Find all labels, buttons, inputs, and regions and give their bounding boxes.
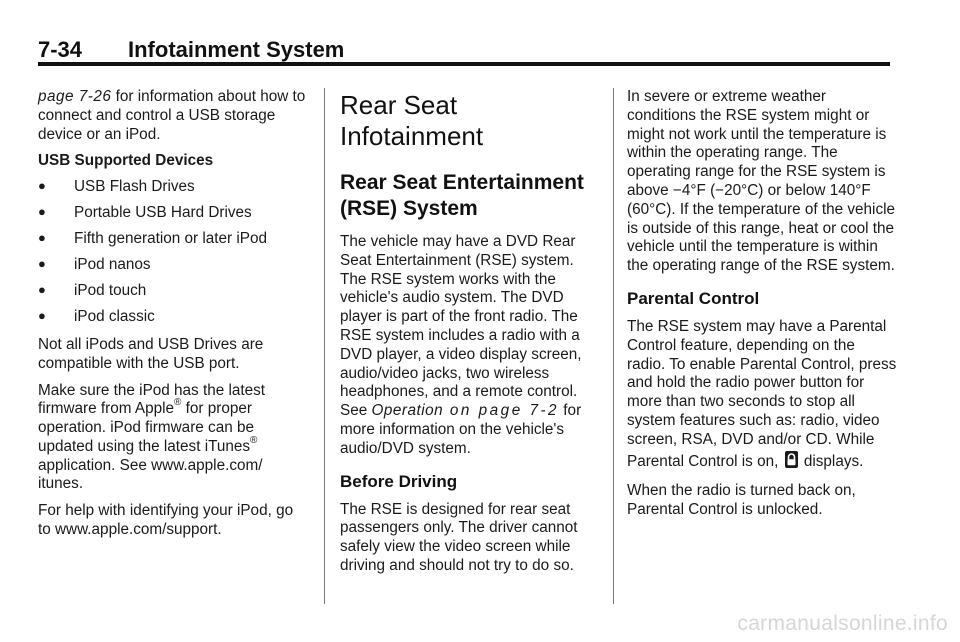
paragraph	[38, 382, 310, 495]
subsection-heading: Rear Seat Entertainment (RSE) System	[340, 171, 584, 220]
list-item	[38, 204, 310, 223]
list-item-text: iPod nanos	[74, 256, 151, 274]
cross-reference-page: on page 7-2	[443, 402, 560, 420]
column-2	[340, 88, 602, 584]
registered-mark: ®	[174, 397, 182, 409]
list-item-text: USB Flash Drives	[74, 178, 195, 196]
list-item-text: iPod classic	[74, 308, 155, 326]
list-item	[38, 256, 310, 275]
cross-reference: Operation	[371, 402, 444, 420]
paragraph: In severe or extreme weather conditions the RSE system might or might not work until the temperature is within the operating range. The operating range for the RSE system is above −4°F (−20°C) or below 140°F (60°C). If the temperature of the vehicle is outside of this range, heat or cool the vehicle until the temperature is within the operating range of the RSE system.	[627, 88, 895, 275]
paragraph-text: The RSE system may have a Parental Control feature, depending on the radio. To enable Parental Control, press and hold the radio power button for more than two seconds to stop all system features such as: radio, video screen, RSA, DVD and/or CD. While Parental Control is on,	[627, 317, 897, 470]
paragraph-text: for proper operation. iPod firmware can be updated using the latest iTunes	[38, 400, 254, 455]
bullet-icon: ●	[38, 308, 46, 324]
paragraph	[340, 233, 602, 459]
paragraph-text: for more information on the vehicle's audio/DVD system.	[340, 402, 582, 457]
list-item	[38, 178, 310, 197]
paragraph	[627, 318, 897, 474]
paragraph-text: application. See www.apple.com/ itunes.	[38, 456, 263, 493]
list-item	[38, 308, 310, 327]
minor-heading: Before Driving	[340, 471, 458, 491]
paragraph-text: for information about how to connect and control a USB storage device or an iPod.	[38, 88, 306, 143]
usb-device-list	[38, 178, 310, 327]
bullet-icon: ●	[38, 204, 46, 220]
column-1	[38, 88, 310, 548]
list-item-text: iPod touch	[74, 282, 147, 300]
registered-mark: ®	[250, 434, 258, 446]
list-item-text: Fifth generation or later iPod	[74, 230, 268, 248]
page-reference: page 7-26	[38, 88, 112, 105]
bullet-icon: ●	[38, 282, 46, 298]
paragraph	[38, 88, 310, 144]
column-divider	[324, 88, 325, 604]
list-item	[38, 230, 310, 249]
paragraph: The RSE is designed for rear seat passengers only. The driver cannot safely view the video screen while driving and should not try to do so.	[340, 500, 578, 574]
section-number: 7-34	[38, 37, 83, 62]
usb-supported-label: USB Supported Devices	[38, 152, 214, 170]
bullet-icon: ●	[38, 256, 46, 272]
paragraph: Not all iPods and USB Drives are compatible with the USB port.	[38, 335, 264, 372]
column-3	[627, 88, 897, 528]
bullet-icon: ●	[38, 178, 46, 194]
paragraph-text: displays.	[799, 452, 864, 470]
list-item	[38, 282, 310, 301]
paragraph: For help with identifying your iPod, go to www.apple.com/support.	[38, 502, 294, 539]
bullet-icon: ●	[38, 230, 46, 246]
column-divider	[613, 88, 614, 604]
lock-icon	[784, 450, 799, 475]
minor-heading: Parental Control	[627, 288, 760, 308]
page-header	[38, 30, 890, 64]
paragraph-text: Make sure the iPod has the latest firmware from Apple	[38, 381, 266, 418]
section-heading: Rear Seat Infotainment	[340, 90, 484, 151]
list-item-text: Portable USB Hard Drives	[74, 204, 252, 222]
section-title: Infotainment System	[128, 37, 345, 62]
paragraph: When the radio is turned back on, Parental Control is unlocked.	[627, 482, 856, 519]
watermark: carmanualsonline.info	[737, 612, 948, 635]
header-rule	[38, 62, 890, 66]
paragraph-text: The vehicle may have a DVD Rear Seat Entertainment (RSE) system. The RSE system works with the vehicle's audio system. The DVD player is part of the front radio. The RSE system includes a radio with a DVD player, a video display screen, audio/video jacks, two wireless headphones, and a remote control. See	[340, 233, 582, 420]
